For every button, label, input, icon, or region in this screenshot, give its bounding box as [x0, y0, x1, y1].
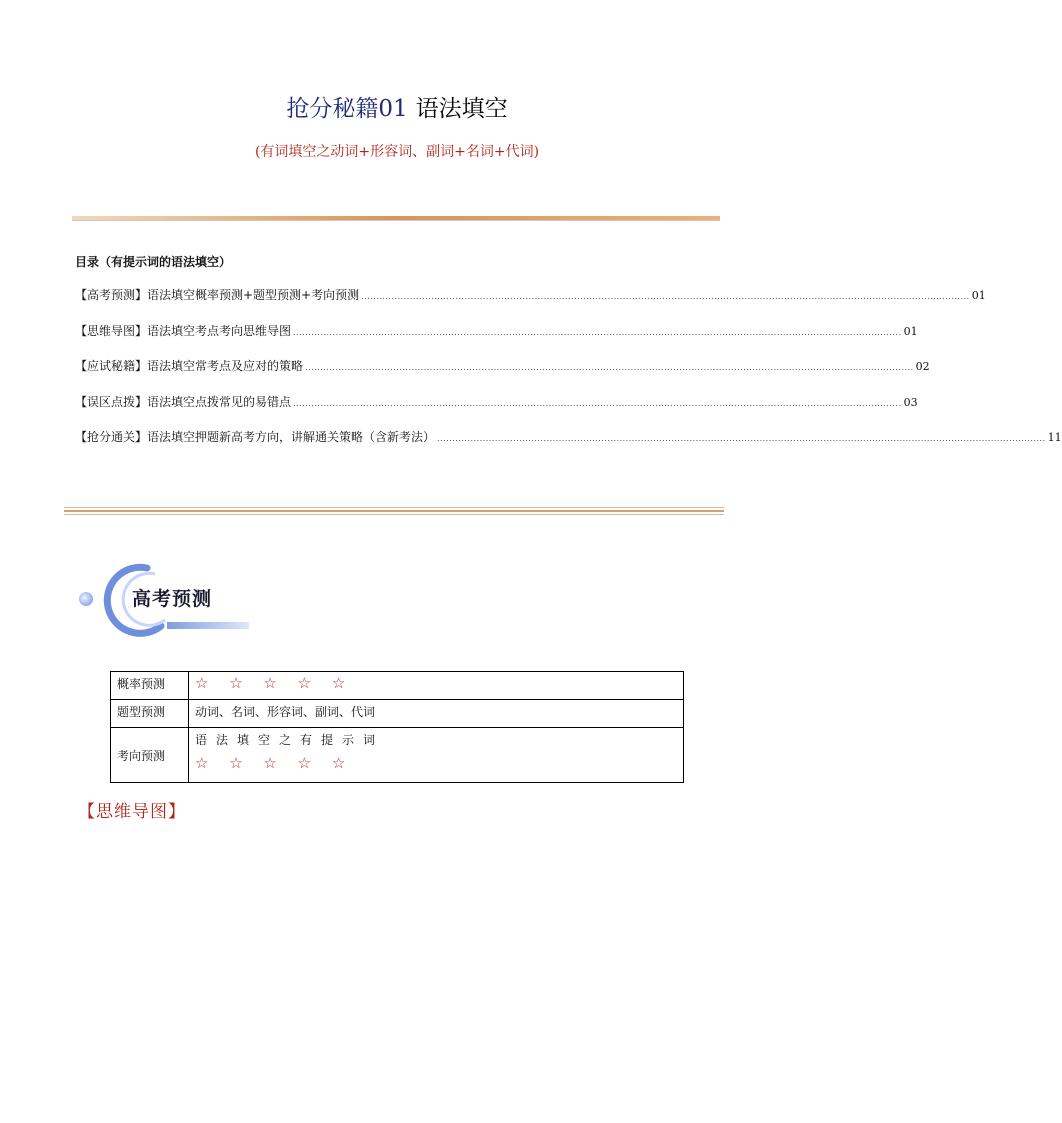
toc-leader-dots: ........................................................................................................................................................................................................	[293, 398, 902, 408]
document-subtitle: (有词填空之动词+形容词、副词+名词+代词)	[254, 144, 540, 160]
prediction-table	[110, 671, 684, 783]
toc-leader-dots: ........................................................................................................................................................................................................	[293, 327, 902, 337]
toc-heading: 目录（有提示词的语法填空）	[75, 255, 232, 269]
toc-item-page: 11	[1047, 431, 1062, 444]
toc-item[interactable]	[75, 322, 918, 358]
table-row	[111, 672, 684, 700]
middle-divider	[64, 505, 724, 517]
toc-item[interactable]	[75, 393, 918, 429]
toc-item[interactable]	[75, 357, 930, 393]
toc-item-page: 02	[915, 360, 930, 373]
title-part1: 抢分秘籍01	[286, 96, 408, 122]
title-part2: 语法填空	[415, 96, 508, 122]
document-title	[0, 92, 794, 126]
toc-leader-dots: ........................................................................................................................................................................................................	[361, 292, 970, 301]
star-rating: ☆ ☆ ☆ ☆ ☆	[195, 754, 354, 772]
table-of-contents	[75, 286, 1062, 464]
mindmap-section-heading: 【思维导图】	[78, 802, 186, 822]
toc-item-label: 【误区点拨】语法填空点拨常见的易错点	[75, 394, 292, 409]
toc-item-page: 01	[971, 289, 986, 302]
table-cell-key: 考向预测	[111, 728, 189, 783]
section-banner-title: 高考预测	[132, 588, 213, 610]
toc-item[interactable]	[75, 286, 986, 322]
star-rating: ☆ ☆ ☆ ☆ ☆	[195, 674, 354, 692]
top-divider	[72, 215, 720, 222]
table-cell-value	[189, 728, 684, 783]
toc-item-page: 03	[903, 395, 918, 409]
table-row	[111, 728, 684, 783]
toc-item-label: 【抢分通关】语法填空押题新高考方向，讲解通关策略（含新考法）	[75, 430, 436, 444]
toc-item-label: 【高考预测】语法填空概率预测+题型预测+考向预测	[75, 288, 360, 302]
toc-leader-dots: ........................................................................................................................................................................................................	[305, 363, 914, 372]
table-cell-value	[189, 672, 684, 700]
toc-item-page: 01	[903, 324, 918, 338]
table-cell-key: 概率预测	[111, 672, 189, 700]
toc-item-label: 【思维导图】语法填空考点考向思维导图	[75, 323, 292, 338]
toc-leader-dots: ........................................................................................................................................................................................................	[437, 434, 1046, 443]
table-cell-key: 题型预测	[111, 700, 189, 728]
table-cell-value: 动词、名词、形容词、副词、代词	[189, 700, 684, 728]
toc-item[interactable]	[75, 428, 1062, 464]
table-row	[111, 700, 684, 728]
trend-text: 语法填空之有提示词	[195, 733, 385, 747]
toc-item-label: 【应试秘籍】语法填空常考点及应对的策略	[75, 359, 304, 373]
